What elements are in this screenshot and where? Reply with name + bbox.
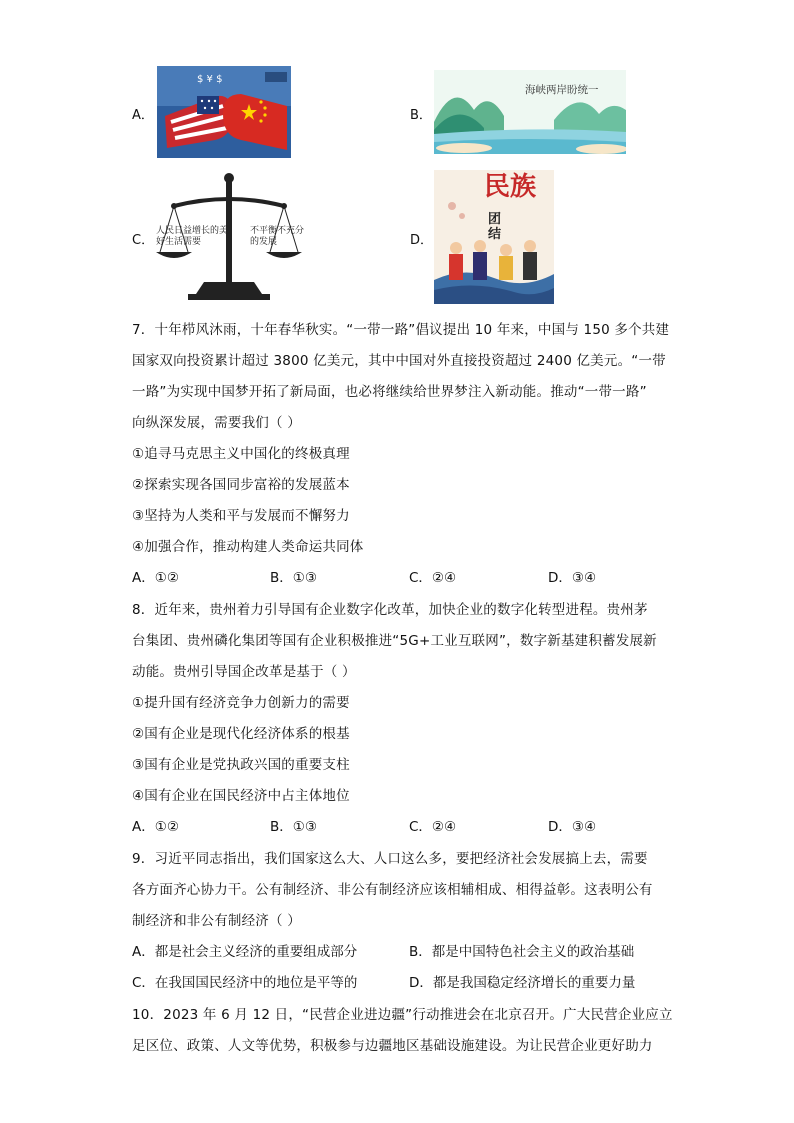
q9-line-3: 制经济和非公有制经济（ ）	[132, 913, 301, 929]
q7-choice-c[interactable]: C．②④	[409, 570, 457, 586]
q8-choice-b[interactable]: B．①③	[270, 819, 317, 835]
q8-line-1: 8．近年来，贵州着力引导国有企业数字化改革，加快企业的数字化转型进程。贵州茅	[132, 602, 648, 618]
q8-choice-d[interactable]: D．③④	[548, 819, 597, 835]
scale-right-label: 不平衡不充分的发展	[250, 226, 304, 247]
option-c-letter: C．	[132, 233, 155, 248]
q9-choice-a[interactable]: A．都是社会主义经济的重要组成部分	[132, 944, 358, 960]
ethnic-title-big: 民族	[484, 172, 537, 202]
q10-line-1: 10．2023 年 6 月 12 日，“民营企业进边疆”行动推进会在北京召开。广大民营企业应立	[132, 1007, 673, 1023]
q7-choice-d[interactable]: D．③④	[548, 570, 597, 586]
q7-item-4: ④加强合作，推动构建人类命运共同体	[132, 539, 364, 555]
q7-line-2: 国家双向投资累计超过 3800 亿美元，其中中国对外直接投资超过 2400 亿美元。“一带	[132, 353, 666, 369]
svg-text:$ ¥ $: $ ¥ $	[197, 74, 223, 85]
balance-scale-image	[154, 170, 304, 304]
ethnic-title-small: 团结	[488, 212, 502, 242]
option-b-letter: B．	[410, 108, 432, 123]
ethnic-unity-image	[434, 170, 554, 304]
q8-item-4: ④国有企业在国民经济中占主体地位	[132, 788, 350, 804]
q7-line-3: 一路”为实现中国梦开拓了新局面，也必将继续给世界梦注入新动能。推动“一带一路”	[132, 384, 647, 400]
q7-choice-a[interactable]: A．①②	[132, 570, 179, 586]
q8-item-2: ②国有企业是现代化经济体系的根基	[132, 726, 350, 742]
q9-line-2: 各方面齐心协力干。公有制经济、非公有制经济应该相辅相成、相得益彰。这表明公有	[132, 882, 653, 898]
q9-line-1: 9．习近平同志指出，我们国家这么大、人口这么多，要把经济社会发展搞上去，需要	[132, 851, 648, 867]
q7-choice-b[interactable]: B．①③	[270, 570, 317, 586]
q10-line-2: 足区位、政策、人文等优势，积极参与边疆地区基础设施建设。为让民营企业更好助力	[132, 1038, 653, 1054]
q8-item-1: ①提升国有经济竞争力创新力的需要	[132, 695, 350, 711]
scale-left-label: 人民日益增长的美好生活需要	[156, 226, 229, 247]
q9-choice-c[interactable]: C．在我国国民经济中的地位是平等的	[132, 975, 358, 991]
q7-line-4: 向纵深发展，需要我们（ ）	[132, 415, 301, 431]
landscape-image	[434, 70, 626, 154]
q8-line-2: 台集团、贵州磷化集团等国有企业积极推进“5G+工业互联网”，数字新基建积蓄发展新	[132, 633, 657, 649]
landscape-caption: 海峡两岸盼统一	[525, 84, 599, 96]
q7-item-2: ②探索实现各国同步富裕的发展蓝本	[132, 477, 350, 493]
q9-choice-d[interactable]: D．都是我国稳定经济增长的重要力量	[409, 975, 636, 991]
q8-choice-c[interactable]: C．②④	[409, 819, 457, 835]
option-a-letter: A．	[132, 108, 154, 123]
q9-choice-b[interactable]: B．都是中国特色社会主义的政治基础	[409, 944, 635, 960]
option-d-letter: D．	[410, 233, 434, 248]
q7-line-1: 7．十年栉风沐雨，十年春华秋实。“一带一路”倡议提出 10 年来，中国与 150 多个共建	[132, 322, 670, 338]
q7-item-1: ①追寻马克思主义中国化的终极真理	[132, 446, 350, 462]
q8-line-3: 动能。贵州引导国企改革是基于（ ）	[132, 664, 356, 680]
q8-item-3: ③国有企业是党执政兴国的重要支柱	[132, 757, 350, 773]
fists-flags-image	[157, 66, 291, 158]
q8-choice-a[interactable]: A．①②	[132, 819, 179, 835]
q7-item-3: ③坚持为人类和平与发展而不懈努力	[132, 508, 350, 524]
